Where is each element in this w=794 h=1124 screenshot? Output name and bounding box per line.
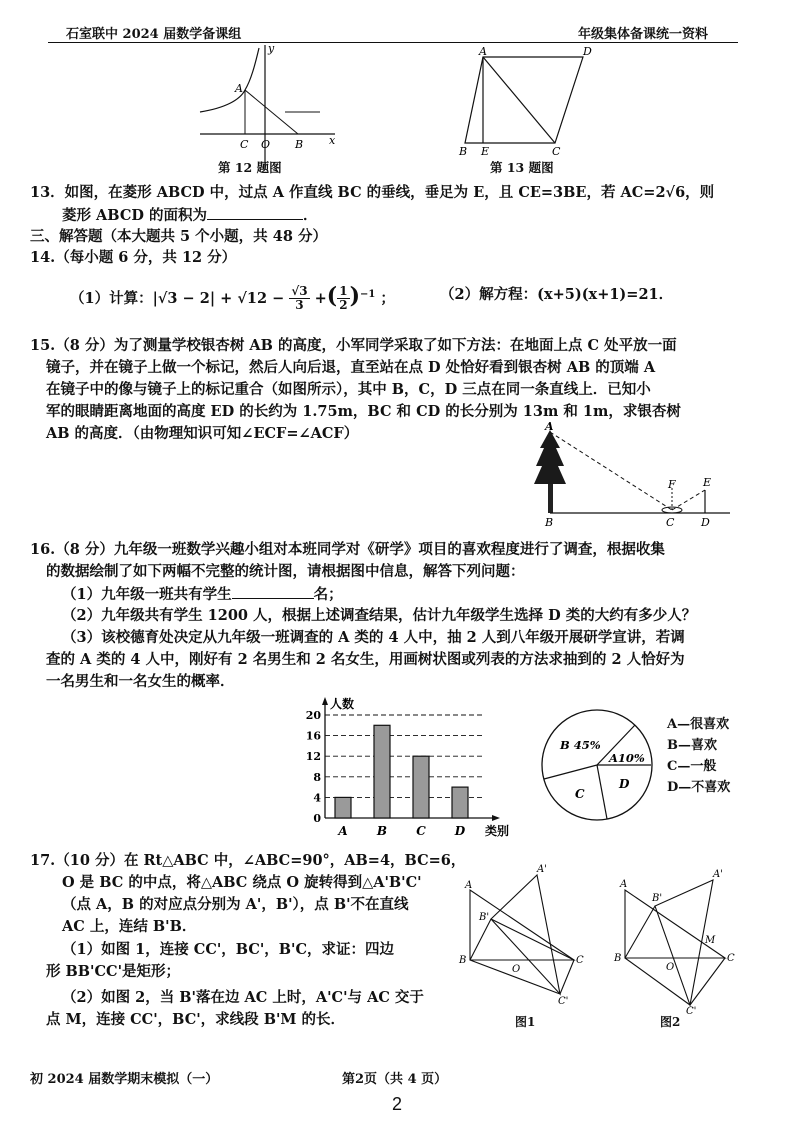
- header-left: 石室联中 2024 届数学备课组: [66, 27, 242, 42]
- figure-13: [455, 45, 615, 155]
- fig1-label-a: A: [465, 880, 473, 891]
- footer-left: 初 2024 届数学期末模拟（一）: [30, 1072, 219, 1087]
- fig1-triangle-abc: [470, 890, 574, 960]
- fig1-triangle-a2b2c2: [491, 875, 560, 994]
- bar-category-label: B: [376, 824, 388, 838]
- fig12-label-a: A: [235, 82, 243, 95]
- fig2-triangle-abc: [625, 890, 725, 958]
- fig13-label-a: A: [479, 45, 487, 58]
- q15-figure: [530, 418, 740, 538]
- q14-p1-exponent: −1: [359, 289, 376, 300]
- fig1-b2c: [491, 919, 574, 960]
- bar-chart-bars: [335, 725, 468, 818]
- q15-line2: 镜子，并在镜子上做一个标记，然后人向后退，直至站在点 D 处恰好看到银杏树 AB 的顶端 A: [46, 359, 656, 376]
- footer-center: 第2页（共 4 页）: [342, 1072, 448, 1087]
- q15-label-d: D: [701, 516, 710, 529]
- q16-part3-line2: 查的 A 类的 4 人中，刚好有 2 名男生和 2 名女生，用画树状图或列表的方法求抽到的 2 人恰好为: [46, 651, 685, 668]
- q16-part2: （2）九年级共有学生 1200 人，根据上述调查结果，估计九年级学生选择 D 类的大约有多少人？: [62, 607, 697, 624]
- fig12-curve: [200, 48, 259, 112]
- q17-line5: （1）如图 1，连接 CC'，BC'，B'C，求证：四边: [62, 941, 395, 958]
- tree-crown: [534, 430, 566, 484]
- bar-chart-categories: [337, 824, 465, 838]
- q15-label-e: E: [703, 476, 712, 489]
- fig2-label-m: M: [705, 935, 716, 946]
- pie-label-c: C: [575, 787, 585, 801]
- q14-p1-frac-den: 3: [295, 298, 304, 313]
- fig2-cc2: [690, 958, 725, 1005]
- fig13-label-c: C: [552, 145, 561, 155]
- q15-line3: 在镜子中的像与镜子上的标记重合（如图所示），其中 B，C，D 三点在同一条直线上．已知小: [46, 381, 651, 398]
- fig13-label-e: E: [481, 145, 490, 155]
- bar-chart-xlabel: 类别: [485, 824, 510, 838]
- q15-line5: AB 的高度．（由物理知识可知∠ECF=∠ACF）: [46, 425, 359, 442]
- q16-answer-blank[interactable]: [232, 584, 314, 599]
- q13-answer-blank[interactable]: [207, 205, 303, 220]
- bar-chart: [290, 695, 520, 845]
- legend-item-c: C—一般: [667, 759, 717, 774]
- q15-line4: 军的眼睛距离地面的高度 ED 的长约为 1.75m，BC 和 CD 的长分别为 13m 和 1m，求银杏树: [46, 403, 681, 420]
- bar-a: [335, 797, 351, 818]
- fig2-bb2: [625, 906, 655, 958]
- fig13-diagonal-ac: [483, 57, 555, 143]
- fig1-label-b: B: [459, 955, 467, 966]
- bar-chart-ylabel: 人数: [330, 697, 355, 711]
- fig2-label-b2: B': [652, 893, 663, 904]
- q17-line8: 点 M，连接 CC'，BC'，求线段 B'M 的长．: [46, 1011, 346, 1028]
- tree-trunk: [548, 483, 553, 513]
- q14-p1-fraction: [289, 285, 309, 312]
- bar-chart-tick-label: 0: [313, 812, 321, 825]
- q14-p1-end: ；: [380, 289, 395, 307]
- bar-chart-x-arrow: [492, 815, 500, 821]
- header-rule: [48, 42, 738, 43]
- pie-label-d: D: [619, 777, 630, 791]
- fig1-label-o: O: [512, 964, 521, 975]
- q16-line2: 的数据绘制了如下两幅不完整的统计图，请根据图中信息，解答下列问题：: [46, 563, 525, 580]
- q17-line2: O 是 BC 的中点，将△ABC 绕点 O 旋转得到△A'B'C': [62, 874, 422, 891]
- figure-12: [195, 40, 345, 175]
- pie-legend: [667, 714, 730, 798]
- q14-p1-plus: +: [314, 289, 327, 307]
- bar-chart-tick-label: 12: [305, 750, 321, 764]
- fig13-label-b: B: [459, 145, 468, 155]
- q15-label-f: F: [668, 478, 676, 491]
- q17-line4: AC 上，连结 B'B．: [62, 918, 197, 935]
- fig12-label-x: x: [329, 134, 336, 147]
- fig13-caption: 第 13 题图: [490, 160, 554, 175]
- fig12-label-b: B: [295, 138, 304, 151]
- fig1-bb2: [470, 919, 491, 960]
- q13-line2-text: 菱形 ABCD 的面积为: [62, 207, 207, 224]
- legend-item-b: B—喜欢: [667, 738, 717, 753]
- q15-label-b: B: [545, 516, 554, 529]
- q16-p1-end: 名；: [313, 586, 343, 603]
- fig2-label-b: B: [614, 953, 622, 964]
- bar-b: [374, 725, 390, 818]
- bar-chart-tick-label: 4: [313, 791, 321, 805]
- bar-c: [413, 756, 429, 818]
- fig2-label-o: O: [666, 962, 675, 973]
- bar-chart-y-arrow: [322, 697, 328, 705]
- q17-line6: 形 BB'CC'是矩形；: [46, 963, 181, 980]
- q17-line7: （2）如图 2，当 B'落在边 AC 上时，A'C'与 AC 交于: [62, 989, 424, 1006]
- q14-p1-paren-num: 1: [339, 284, 348, 299]
- bar-category-label: C: [416, 824, 426, 838]
- fig2-caption: 图2: [660, 1015, 681, 1029]
- q17-line3: （点 A，B 的对应点分别为 A'，B'），点 B'不在直线: [62, 896, 409, 913]
- bar-chart-tick-label: 20: [305, 709, 321, 722]
- q15-line1: 15.（8 分）为了测量学校银杏树 AB 的高度，小军同学采取了如下方法：在地面上点 C 处平放一面: [30, 337, 677, 354]
- q14-part1: （1）计算：|√3 − 2| + √12 − $\frac{√3}{3}$ +( $\frac{1}{2}$ )$^{-1}$ ；: [70, 282, 395, 313]
- bar-chart-gridlines: [325, 715, 485, 797]
- header-right: 年级集体备课统一资料: [578, 27, 709, 42]
- fig12-label-c: C: [240, 138, 249, 151]
- fig1-label-c2: C': [558, 996, 569, 1007]
- q16-part1: [62, 584, 343, 605]
- pie-label-b: B 45%: [560, 738, 601, 752]
- bar-chart-tick-label: 8: [313, 770, 321, 784]
- q13-line1: 13．如图，在菱形 ABCD 中，过点 A 作直线 BC 的垂线，垂足为 E，且 CE=3BE，若 AC=2√6，则: [30, 184, 715, 201]
- q15-label-a: A: [545, 420, 554, 433]
- fig1-caption: 图1: [515, 1015, 536, 1029]
- fig1-cc2: [560, 960, 574, 994]
- q16-p1-text: （1）九年级一班共有学生: [62, 586, 232, 603]
- fig1-label-b2: B': [479, 912, 490, 923]
- fig13-label-d: D: [583, 45, 592, 58]
- fig1-label-c: C: [576, 955, 584, 966]
- fig12-label-o: O: [261, 138, 271, 151]
- q14-p1-frac-num: √3: [291, 284, 308, 299]
- fig2-label-c: C: [727, 953, 735, 964]
- pie-label-a: A10%: [609, 751, 645, 765]
- bar-chart-ticks: [306, 709, 322, 825]
- q14-part2: （2）解方程：(x+5)(x+1)=21．: [440, 286, 674, 303]
- q17-figure-1: [455, 862, 595, 1012]
- q14-p1-expression: |√3 − 2| + √12 −: [152, 289, 285, 307]
- q14-p1-paren-den: 2: [339, 298, 348, 313]
- pie-chart: [535, 705, 665, 825]
- q16-part3-line3: 一名男生和一名女生的概率．: [46, 673, 235, 690]
- q14-title: 14.（每小题 6 分，共 12 分）: [30, 249, 237, 266]
- bar-d: [452, 787, 468, 818]
- q16-line1: 16.（8 分）九年级一班数学兴趣小组对本班同学对《研学》项目的喜欢程度进行了调查，根据收集: [30, 541, 665, 558]
- legend-item-a: A—很喜欢: [667, 717, 730, 732]
- q17-figure-2: [610, 865, 750, 1015]
- q14-p1-label: （1）计算：: [70, 289, 153, 307]
- bar-chart-tick-label: 16: [305, 729, 321, 743]
- q13-line2: [62, 205, 318, 226]
- page-number: 2: [392, 1094, 403, 1114]
- fig12-caption: 第 12 题图: [218, 160, 282, 175]
- fig2-label-c2: C': [686, 1006, 697, 1015]
- bar-category-label: A: [338, 824, 348, 838]
- fig2-bc2: [625, 958, 690, 1005]
- bar-category-label: D: [454, 824, 466, 838]
- sight-line-ac: [550, 432, 672, 510]
- q17-line1: 17.（10 分）在 Rt△ABC 中，∠ABC=90°，AB=4，BC=6，: [30, 852, 466, 869]
- q13-line2-end: ．: [303, 207, 318, 224]
- legend-item-d: D—不喜欢: [667, 780, 731, 795]
- q16-part3-line1: （3）该校德育处决定从九年级一班调查的 A 类的 4 人中，抽 2 人到八年级开展研学宣讲，若调: [62, 629, 685, 646]
- fig2-label-a2: A': [713, 869, 723, 880]
- fig2-label-a: A: [620, 879, 628, 890]
- q15-label-c: C: [666, 516, 675, 529]
- q14-p1-paren-fraction: [337, 285, 349, 312]
- section-3-title: 三、解答题（本大题共 5 个小题，共 48 分）: [30, 228, 327, 245]
- fig1-label-a2: A': [537, 864, 547, 875]
- fig12-label-y: y: [268, 42, 275, 55]
